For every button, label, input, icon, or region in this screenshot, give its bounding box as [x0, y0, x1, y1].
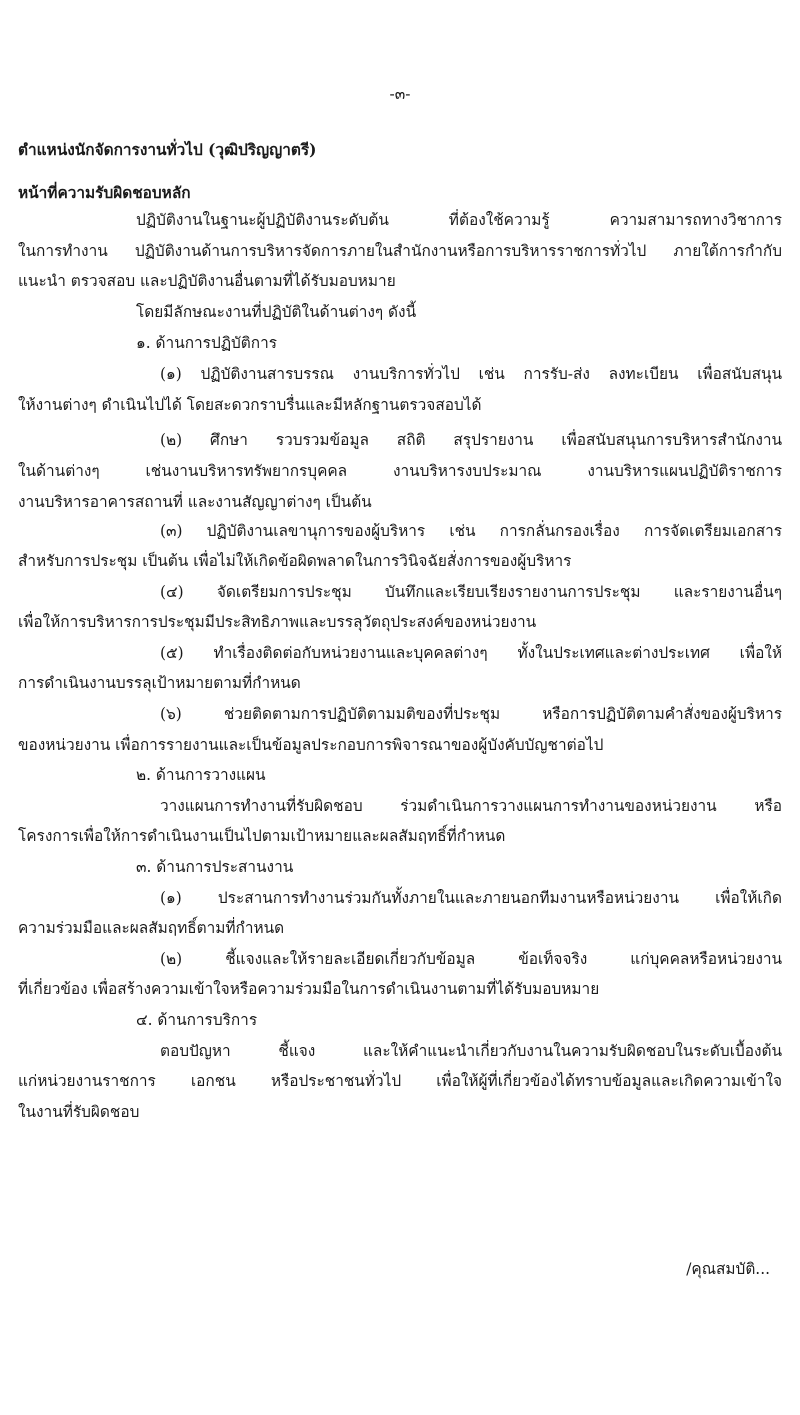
- list-item: (๓) ปฏิบัติงานเลขานุการของผู้บริหาร เช่น การกลั่นกรองเรื่อง การจัดเตรียมเอกสาร: [160, 522, 782, 540]
- list-item: ในด้านต่างๆ เช่นงานบริหารทรัพยากรบุคคล งานบริหารงบประมาณ งานบริหารแผนปฏิบัติราชการ: [18, 462, 782, 480]
- list-item: (๖) ช่วยติดตามการปฏิบัติตามมติของที่ประชุม หรือการปฏิบัติตามคำสั่งของผู้บริหาร: [160, 705, 782, 723]
- intro-line: ปฏิบัติงานในฐานะผู้ปฏิบัติงานระดับต้น ที่ต้องใช้ความรู้ ความสามารถทางวิชาการ: [136, 211, 782, 229]
- intro-line: ในการทำงาน ปฏิบัติงานด้านการบริหารจัดการภายในสำนักงานหรือการบริหารราชการทั่วไป ภายใต้การกำกับ: [18, 242, 782, 260]
- list-item: (๑) ปฏิบัติงานสารบรรณ งานบริการทั่วไป เช่น การรับ-ส่ง ลงทะเบียน เพื่อสนับสนุน: [160, 365, 782, 383]
- list-item: (๔) จัดเตรียมการประชุม บันทึกและเรียบเรียงรายงานการประชุม และรายงานอื่นๆ: [160, 583, 782, 601]
- list-item: (๒) ศึกษา รวบรวมข้อมูล สถิติ สรุปรายงาน เพื่อสนับสนุนการบริหารสำนักงาน: [160, 431, 782, 449]
- paragraph-line: โครงการเพื่อให้การดำเนินงานเป็นไปตามเป้าหมายและผลสัมฤทธิ์ที่กำหนด: [18, 827, 506, 845]
- paragraph-line: ตอบปัญหา ชี้แจง และให้คำแนะนำเกี่ยวกับงานในความรับผิดชอบในระดับเบื้องต้น: [160, 1042, 782, 1060]
- continuation-note: /คุณสมบัติ...: [686, 1260, 770, 1278]
- list-item: สำหรับการประชุม เป็นต้น เพื่อไม่ให้เกิดข้อผิดพลาดในการวินิจฉัยสั่งการของผู้บริหาร: [18, 552, 572, 570]
- list-item: (๑) ประสานการทำงานร่วมกันทั้งภายในและภายนอกทีมงานหรือหน่วยงาน เพื่อให้เกิด: [160, 889, 782, 907]
- section-title-planning: ๒. ด้านการวางแผน: [136, 766, 266, 784]
- intro-line: โดยมีลักษณะงานที่ปฏิบัติในด้านต่างๆ ดังนี้: [136, 303, 417, 321]
- section-title-service: ๔. ด้านการบริการ: [136, 1011, 258, 1029]
- list-item: ความร่วมมือและผลสัมฤทธิ์ตามที่กำหนด: [18, 919, 285, 937]
- paragraph-line: แก่หน่วยงานราชการ เอกชน หรือประชาชนทั่วไป เพื่อให้ผู้ที่เกี่ยวข้องได้ทราบข้อมูลและเกิดความเข้าใจ: [18, 1072, 782, 1090]
- paragraph-line: วางแผนการทำงานที่รับผิดชอบ ร่วมดำเนินการวางแผนการทำงานของหน่วยงาน หรือ: [160, 797, 782, 815]
- list-item: เพื่อให้การบริหารการประชุมมีประสิทธิภาพและบรรลุวัตถุประสงค์ของหน่วยงาน: [18, 613, 537, 631]
- paragraph-line: ในงานที่รับผิดชอบ: [18, 1103, 140, 1121]
- section-title-coordination: ๓. ด้านการประสานงาน: [136, 858, 294, 876]
- list-item: ที่เกี่ยวข้อง เพื่อสร้างความเข้าใจหรือความร่วมมือในการดำเนินงานตามที่ได้รับมอบหมาย: [18, 980, 600, 998]
- list-item: งานบริหารอาคารสถานที่ และงานสัญญาต่างๆ เป็นต้น: [18, 493, 372, 511]
- list-item: การดำเนินงานบรรลุเป้าหมายตามที่กำหนด: [18, 674, 301, 692]
- intro-line: แนะนำ ตรวจสอบ และปฏิบัติงานอื่นตามที่ได้รับมอบหมาย: [18, 272, 396, 290]
- position-title: ตำแหน่งนักจัดการงานทั่วไป (วุฒิปริญญาตรี): [18, 141, 317, 159]
- list-item: ให้งานต่างๆ ดำเนินไปได้ โดยสะดวกราบรื่นและมีหลักฐานตรวจสอบได้: [18, 396, 482, 414]
- list-item: ของหน่วยงาน เพื่อการรายงานและเป็นข้อมูลประกอบการพิจารณาของผู้บังคับบัญชาต่อไป: [18, 736, 604, 754]
- section-title-operations: ๑. ด้านการปฏิบัติการ: [136, 334, 278, 352]
- page-number: -๓-: [389, 85, 411, 103]
- list-item: (๕) ทำเรื่องติดต่อกับหน่วยงานและบุคคลต่างๆ ทั้งในประเทศและต่างประเทศ เพื่อให้: [160, 644, 782, 662]
- list-item: (๒) ชี้แจงและให้รายละเอียดเกี่ยวกับข้อมูล ข้อเท็จจริง แก่บุคคลหรือหน่วยงาน: [160, 950, 782, 968]
- section-heading: หน้าที่ความรับผิดชอบหลัก: [18, 184, 191, 202]
